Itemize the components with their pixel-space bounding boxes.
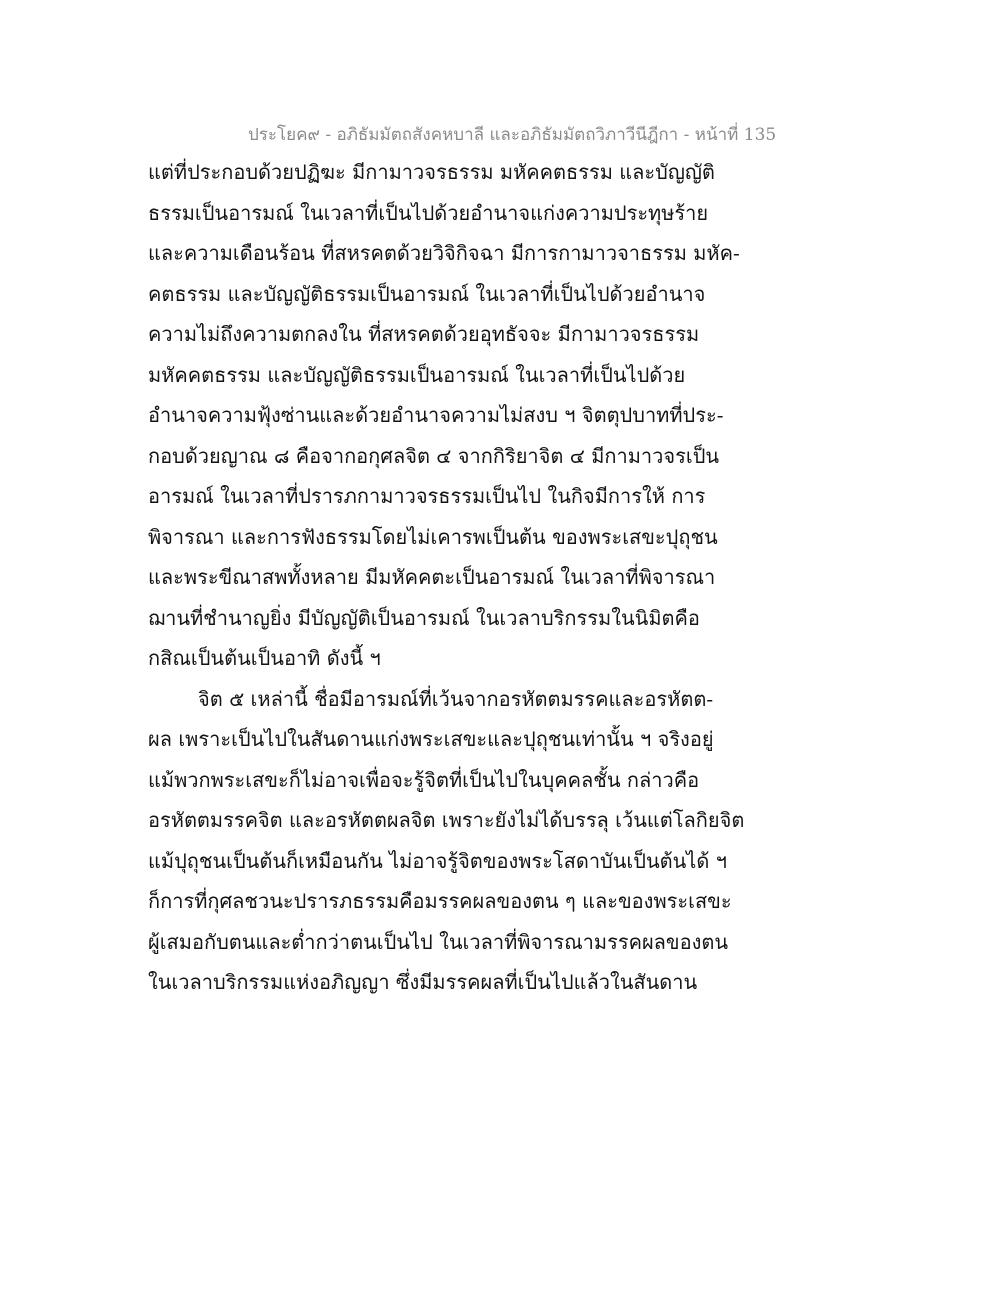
text-line: ฌานที่ชำนาญยิ่ง มีบัญญัติเป็นอารมณ์ ในเวลาบริกรรมในนิมิตคือ	[148, 605, 700, 630]
text-line: ผู้เสมอกับตนและต่ำกว่าตนเป็นไป ในเวลาที่พิจารณามรรคผลของตน	[148, 929, 729, 954]
body-text	[148, 152, 748, 1003]
running-header: ประโยค๙ - อภิธัมมัตถสังคหบาลี และอภิธัมมัตถวิภาวีนีฎีกา - หน้าที่ 135	[248, 125, 777, 145]
text-line: ในเวลาบริกรรมแห่งอภิญญา ซึ่งมีมรรคผลที่เป็นไปแล้วในสันดาน	[148, 970, 698, 994]
text-line: พิจารณา และการฟังธรรมโดยไม่เคารพเป็นต้น ของพระเสขะปุถุชน	[148, 524, 718, 549]
text-line: และความเดือนร้อน ที่สหรคตด้วยวิจิกิจฉา มีการกามาวจาธรรม มหัค-	[148, 241, 740, 265]
text-line: แต่ที่ประกอบด้วยปฏิฆะ มีกามาวจรธรรม มหัคคตธรรม และบัญญัติ	[148, 160, 715, 184]
text-line: กอบด้วยญาณ ๘ คือจากอกุศลจิต ๔ จากกิริยาจิต ๔ มีกามาวจรเป็น	[148, 443, 720, 468]
text-line: อำนาจความฟุ้งซ่านและด้วยอำนาจความไม่สงบ ฯ จิตตุปบาทที่ประ-	[148, 403, 724, 427]
text-line: อารมณ์ ในเวลาที่ปรารภกามาวจรธรรมเป็นไป ในกิจมีการให้ การ	[148, 484, 706, 508]
text-line: แม้พวกพระเสขะก็ไม่อาจเพื่อจะรู้จิตที่เป็นไปในบุคคลชั้น กล่าวคือ	[148, 767, 700, 792]
text-line: ความไม่ถึงความตกลงใน ที่สหรคตด้วยอุทธัจจะ มีกามาวจรธรรม	[148, 322, 700, 346]
paragraph-first-line: จิต ๕ เหล่านี้ ชื่อมีอารมณ์ที่เว้นจากอรหัตตมรรคและอรหัตต-	[198, 686, 714, 711]
text-line: ผล เพราะเป็นไปในสันดานแก่งพระเสขะและปุถุชนเท่านั้น ฯ จริงอยู่	[148, 727, 714, 751]
text-line: และพระขีณาสพทั้งหลาย มีมหัคคตะเป็นอารมณ์ ในเวลาที่พิจารณา	[148, 565, 716, 589]
text-line: มหัคคตธรรม และบัญญัติธรรมเป็นอารมณ์ ในเวลาที่เป็นไปด้วย	[148, 362, 686, 387]
text-line: ธรรมเป็นอารมณ์ ในเวลาที่เป็นไปด้วยอำนาจแก่งความประทุษร้าย	[148, 200, 709, 225]
text-line: คตธรรม และบัญญัติธรรมเป็นอารมณ์ ในเวลาที่เป็นไปด้วยอำนาจ	[148, 281, 706, 306]
text-line: แม้ปุถุชนเป็นต้นก็เหมือนกัน ไม่อาจรู้จิตของพระโสดาบันเป็นต้นได้ ฯ	[148, 848, 727, 873]
text-line: ก็การที่กุศลชวนะปรารภธรรมคือมรรคผลของตน ๆ และของพระเสขะ	[148, 889, 732, 913]
text-line: กสิณเป็นต้นเป็นอาทิ ดังนี้ ฯ	[148, 646, 381, 670]
text-line: อรหัตตมรรคจิต และอรหัตตผลจิต เพราะยังไม่ได้บรรลุ เว้นแต่โลกิยจิต	[148, 808, 745, 832]
